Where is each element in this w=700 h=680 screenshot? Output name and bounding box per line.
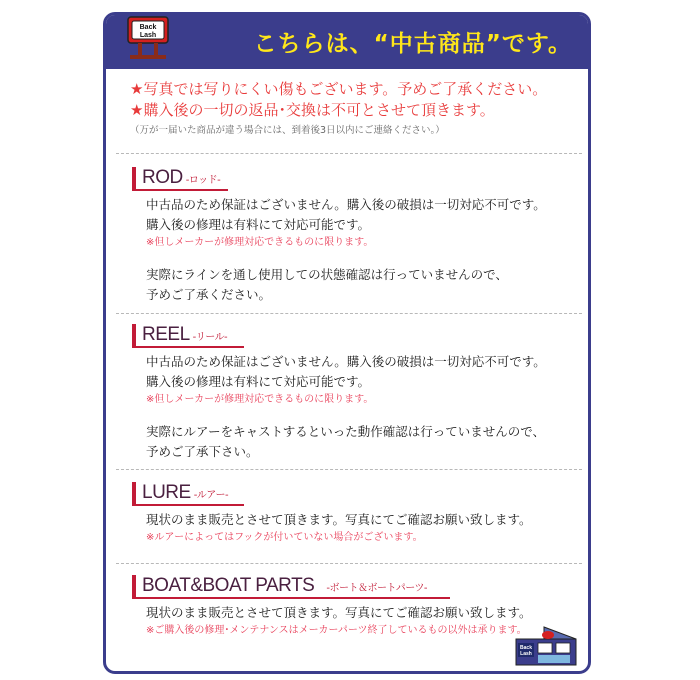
backlash-logo-icon bbox=[124, 12, 172, 63]
svg-text:Lash: Lash bbox=[139, 32, 157, 39]
section-heading bbox=[132, 324, 572, 348]
svg-text:Lash: Lash bbox=[520, 651, 532, 657]
section-heading bbox=[132, 482, 572, 506]
section-title bbox=[142, 482, 228, 507]
body-line: 購入後の修理は有料にて対応可能です。 bbox=[146, 217, 371, 232]
section-divider bbox=[116, 313, 582, 314]
notice-subnote: （万が一届いた商品が違う場合には、到着後3日以内にご連絡ください。） bbox=[130, 125, 445, 136]
section-divider bbox=[116, 153, 582, 154]
section-boat bbox=[132, 575, 572, 639]
notice-line: ★購入後の一切の返品･交換は不可とさせて頂きます。 bbox=[130, 101, 495, 119]
section-title-en: LURE bbox=[142, 482, 191, 503]
section-title-jp: -リール- bbox=[192, 332, 228, 343]
section-heading bbox=[132, 575, 572, 599]
section-title-jp: -ルアー- bbox=[193, 490, 229, 501]
heading-bar bbox=[132, 575, 136, 599]
body-line: 購入後の修理は有料にて対応可能です。 bbox=[146, 374, 371, 389]
body-line: 実際にラインを通し使用しての状態確認は行っていませんので、 bbox=[146, 267, 508, 282]
note-line: ※但しメーカーが修理対応できるものに限ります。 bbox=[146, 237, 374, 248]
notice-block bbox=[130, 79, 570, 138]
section-title bbox=[142, 324, 227, 349]
body-line: 現状のまま販売とさせて頂きます。写真にてご確認お願い致します。 bbox=[146, 512, 532, 527]
section-reel bbox=[132, 324, 572, 462]
heading-bar bbox=[132, 482, 136, 506]
section-rod bbox=[132, 167, 572, 305]
section-divider bbox=[116, 563, 582, 564]
page-title: こちらは、“中古商品”です。 bbox=[253, 31, 572, 57]
body-line: 中古品のため保証はございません。購入後の破損は一切対応不可です。 bbox=[146, 197, 546, 212]
shop-building-icon bbox=[514, 625, 578, 667]
note-line: ※但しメーカーが修理対応できるものに限ります。 bbox=[146, 394, 374, 405]
section-lure bbox=[132, 482, 572, 546]
used-goods-notice-card bbox=[103, 12, 591, 674]
header-banner bbox=[106, 15, 588, 69]
section-title-jp: -ロッド- bbox=[185, 175, 221, 186]
section-heading bbox=[132, 167, 572, 191]
note-line: ※ルアーによってはフックが付いていない場合がございます。 bbox=[146, 532, 423, 543]
notice-line: ★写真では写りにくい傷もございます。予めご了承ください。 bbox=[130, 80, 548, 98]
body-line: 実際にルアーをキャストするといった動作確認は行っていませんので、 bbox=[146, 424, 546, 439]
svg-text:Back: Back bbox=[139, 24, 157, 31]
svg-text:Back: Back bbox=[520, 645, 532, 651]
heading-bar bbox=[132, 324, 136, 348]
body-line: 予めご了承下さい。 bbox=[146, 444, 259, 459]
body-line: 現状のまま販売とさせて頂きます。写真にてご確認お願い致します。 bbox=[146, 605, 532, 620]
heading-bar bbox=[132, 167, 136, 191]
section-title-en: ROD bbox=[142, 167, 183, 188]
body-line: 中古品のため保証はございません。購入後の破損は一切対応不可です。 bbox=[146, 354, 546, 369]
section-title-en: BOAT&BOAT PARTS bbox=[142, 575, 315, 596]
section-title bbox=[142, 575, 427, 600]
body-line: 予めご了承ください。 bbox=[146, 287, 272, 302]
section-title bbox=[142, 167, 220, 192]
section-title-en: REEL bbox=[142, 324, 190, 345]
section-title-jp: -ボート＆ボートパーツ- bbox=[326, 583, 427, 594]
note-line: ※ご購入後の修理･メンテナンスはメーカーパーツ終了しているもの以外は承ります。 bbox=[146, 625, 527, 636]
section-divider bbox=[116, 469, 582, 470]
